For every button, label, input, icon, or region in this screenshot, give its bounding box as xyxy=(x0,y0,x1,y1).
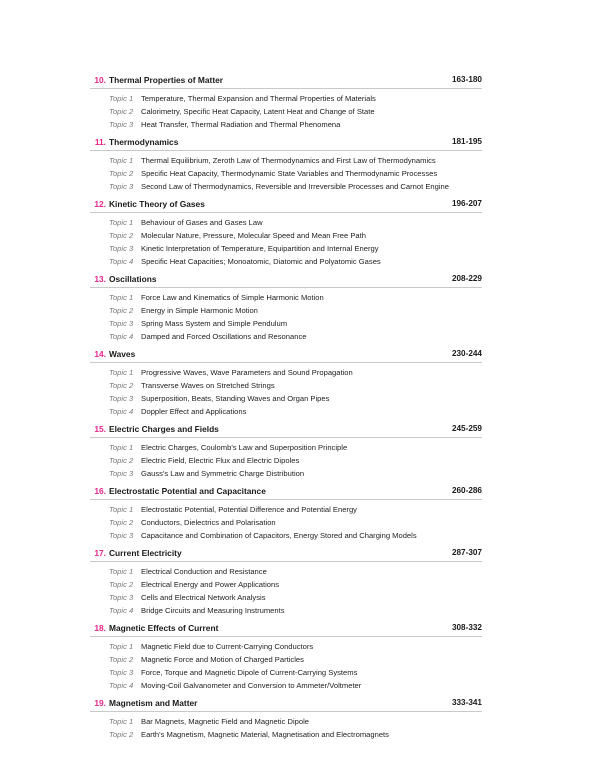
topic-row xyxy=(90,529,482,542)
chapter-page-range: 163-180 xyxy=(451,75,482,84)
topic-row xyxy=(90,105,482,118)
topic-row xyxy=(90,255,482,268)
chapter-heading xyxy=(90,272,482,288)
chapter-number: 14. xyxy=(94,349,106,359)
chapter-entry xyxy=(90,73,482,131)
topic-row xyxy=(90,366,482,379)
topic-row xyxy=(90,503,482,516)
chapter-page-range: 333-341 xyxy=(451,698,482,707)
topic-row xyxy=(90,118,482,131)
table-of-contents xyxy=(90,73,482,745)
chapter-heading xyxy=(90,347,482,363)
chapter-number: 18. xyxy=(94,623,106,633)
topic-label: Topic 3 xyxy=(109,319,134,328)
chapter-title: Waves xyxy=(109,349,136,359)
topic-title: Spring Mass System and Simple Pendulum xyxy=(141,319,288,328)
topic-label: Topic 1 xyxy=(109,567,134,576)
topic-label: Topic 3 xyxy=(109,244,134,253)
topic-title: Cells and Electrical Network Analysis xyxy=(141,593,266,602)
chapter-entry xyxy=(90,484,482,542)
topic-label: Topic 1 xyxy=(109,368,134,377)
chapter-page-range: 181-195 xyxy=(451,137,482,146)
topic-row xyxy=(90,405,482,418)
chapter-title: Magnetic Effects of Current xyxy=(109,623,219,633)
chapter-heading xyxy=(90,73,482,89)
chapter-number: 11. xyxy=(94,137,106,147)
topic-row xyxy=(90,653,482,666)
topic-label: Topic 1 xyxy=(109,293,134,302)
topic-title: Bar Magnets, Magnetic Field and Magnetic Dipole xyxy=(141,717,309,726)
topic-row xyxy=(90,441,482,454)
chapter-heading xyxy=(90,422,482,438)
topic-label: Topic 2 xyxy=(109,231,134,240)
topic-row xyxy=(90,728,482,741)
topic-title: Electric Field, Electric Flux and Electric Dipoles xyxy=(141,456,300,465)
topic-title: Gauss's Law and Symmetric Charge Distribution xyxy=(141,469,305,478)
chapter-title: Thermal Properties of Matter xyxy=(109,75,224,85)
topic-title: Electrical Conduction and Resistance xyxy=(141,567,267,576)
topic-title: Specific Heat Capacities; Monoatomic, Diatomic and Polyatomic Gases xyxy=(141,257,381,266)
topic-row xyxy=(90,330,482,343)
chapter-number: 19. xyxy=(94,698,106,708)
topic-row xyxy=(90,565,482,578)
chapter-page-range: 308-332 xyxy=(451,623,482,632)
topic-label: Topic 2 xyxy=(109,107,134,116)
chapter-title: Thermodynamics xyxy=(109,137,179,147)
chapter-page-range: 208-229 xyxy=(451,274,482,283)
topic-title: Moving-Coil Galvanometer and Conversion to Ammeter/Voltmeter xyxy=(141,681,362,690)
topic-row xyxy=(90,516,482,529)
topic-title: Damped and Forced Oscillations and Resonance xyxy=(141,332,307,341)
topic-title: Calorimetry, Specific Heat Capacity, Latent Heat and Change of State xyxy=(141,107,375,116)
topic-row xyxy=(90,167,482,180)
chapter-entry xyxy=(90,621,482,692)
topic-row xyxy=(90,304,482,317)
topic-title: Transverse Waves on Stretched Strings xyxy=(141,381,275,390)
chapter-heading xyxy=(90,621,482,637)
topic-label: Topic 2 xyxy=(109,306,134,315)
topic-row xyxy=(90,229,482,242)
topic-row xyxy=(90,92,482,105)
topic-title: Second Law of Thermodynamics, Reversible and Irreversible Processes and Carnot Engine xyxy=(141,182,449,191)
topic-label: Topic 4 xyxy=(109,407,134,416)
chapter-entry xyxy=(90,197,482,268)
topic-row xyxy=(90,216,482,229)
topic-title: Electrostatic Potential, Potential Difference and Potential Energy xyxy=(141,505,357,514)
chapter-page-range: 230-244 xyxy=(451,349,482,358)
topic-row xyxy=(90,291,482,304)
chapter-page-range: 287-307 xyxy=(451,548,482,557)
topic-label: Topic 4 xyxy=(109,257,134,266)
topic-label: Topic 2 xyxy=(109,655,134,664)
chapter-heading xyxy=(90,197,482,213)
topic-row xyxy=(90,640,482,653)
topic-row xyxy=(90,578,482,591)
topic-label: Topic 3 xyxy=(109,394,134,403)
chapter-number: 16. xyxy=(94,486,106,496)
topic-title: Magnetic Force and Motion of Charged Particles xyxy=(141,655,304,664)
chapter-number: 17. xyxy=(94,548,106,558)
topic-label: Topic 2 xyxy=(109,730,134,739)
topic-label: Topic 4 xyxy=(109,606,134,615)
topic-label: Topic 1 xyxy=(109,505,134,514)
topic-row xyxy=(90,154,482,167)
topic-title: Force Law and Kinematics of Simple Harmonic Motion xyxy=(141,293,324,302)
topic-label: Topic 2 xyxy=(109,580,134,589)
topic-title: Molecular Nature, Pressure, Molecular Speed and Mean Free Path xyxy=(141,231,366,240)
topic-row xyxy=(90,591,482,604)
topic-label: Topic 3 xyxy=(109,469,134,478)
topic-label: Topic 1 xyxy=(109,443,134,452)
topic-title: Superposition, Beats, Standing Waves and Organ Pipes xyxy=(141,394,330,403)
topic-row xyxy=(90,715,482,728)
topic-label: Topic 1 xyxy=(109,156,134,165)
topic-row xyxy=(90,666,482,679)
chapter-entry xyxy=(90,422,482,480)
topic-label: Topic 2 xyxy=(109,381,134,390)
chapter-number: 15. xyxy=(94,424,106,434)
topic-row xyxy=(90,379,482,392)
topic-label: Topic 3 xyxy=(109,593,134,602)
topic-label: Topic 4 xyxy=(109,332,134,341)
topic-label: Topic 3 xyxy=(109,668,134,677)
chapter-heading xyxy=(90,135,482,151)
topic-row xyxy=(90,317,482,330)
topic-row xyxy=(90,467,482,480)
chapter-title: Oscillations xyxy=(109,274,157,284)
topic-title: Doppler Effect and Applications xyxy=(141,407,247,416)
chapter-number: 10. xyxy=(94,75,106,85)
topic-row xyxy=(90,180,482,193)
topic-title: Earth's Magnetism, Magnetic Material, Magnetisation and Electromagnets xyxy=(141,730,389,739)
chapter-page-range: 245-259 xyxy=(451,424,482,433)
chapter-entry xyxy=(90,272,482,343)
topic-title: Conductors, Dielectrics and Polarisation xyxy=(141,518,276,527)
topic-label: Topic 1 xyxy=(109,642,134,651)
topic-title: Electrical Energy and Power Applications xyxy=(141,580,280,589)
chapter-page-range: 260-286 xyxy=(451,486,482,495)
chapter-title: Electrostatic Potential and Capacitance xyxy=(109,486,266,496)
chapter-entry xyxy=(90,696,482,741)
chapter-page-range: 196-207 xyxy=(451,199,482,208)
topic-row xyxy=(90,242,482,255)
topic-label: Topic 1 xyxy=(109,94,134,103)
chapter-heading xyxy=(90,546,482,562)
chapter-number: 13. xyxy=(94,274,106,284)
topic-label: Topic 1 xyxy=(109,717,134,726)
topic-label: Topic 3 xyxy=(109,531,134,540)
topic-title: Bridge Circuits and Measuring Instruments xyxy=(141,606,285,615)
topic-label: Topic 3 xyxy=(109,120,134,129)
topic-title: Temperature, Thermal Expansion and Thermal Properties of Materials xyxy=(141,94,376,103)
topic-row xyxy=(90,392,482,405)
topic-title: Magnetic Field due to Current-Carrying Conductors xyxy=(141,642,314,651)
topic-title: Specific Heat Capacity, Thermodynamic State Variables and Thermodynamic Processes xyxy=(141,169,438,178)
topic-title: Force, Torque and Magnetic Dipole of Current-Carrying Systems xyxy=(141,668,358,677)
topic-row xyxy=(90,679,482,692)
chapter-entry xyxy=(90,135,482,193)
topic-label: Topic 3 xyxy=(109,182,134,191)
topic-title: Heat Transfer, Thermal Radiation and Thermal Phenomena xyxy=(141,120,341,129)
topic-title: Progressive Waves, Wave Parameters and Sound Propagation xyxy=(141,368,353,377)
topic-title: Energy in Simple Harmonic Motion xyxy=(141,306,258,315)
topic-title: Behaviour of Gases and Gases Law xyxy=(141,218,263,227)
chapter-entry xyxy=(90,347,482,418)
chapter-title: Electric Charges and Fields xyxy=(109,424,219,434)
chapter-heading xyxy=(90,484,482,500)
chapter-title: Current Electricity xyxy=(109,548,182,558)
topic-label: Topic 1 xyxy=(109,218,134,227)
topic-label: Topic 2 xyxy=(109,456,134,465)
topic-title: Kinetic Interpretation of Temperature, Equipartition and Internal Energy xyxy=(141,244,379,253)
topic-row xyxy=(90,454,482,467)
topic-label: Topic 2 xyxy=(109,518,134,527)
chapter-title: Magnetism and Matter xyxy=(109,698,198,708)
topic-title: Capacitance and Combination of Capacitors, Energy Stored and Charging Models xyxy=(141,531,417,540)
topic-label: Topic 4 xyxy=(109,681,134,690)
topic-title: Electric Charges, Coulomb's Law and Superposition Principle xyxy=(141,443,348,452)
chapter-title: Kinetic Theory of Gases xyxy=(109,199,205,209)
topic-row xyxy=(90,604,482,617)
topic-title: Thermal Equilibrium, Zeroth Law of Thermodynamics and First Law of Thermodynamics xyxy=(141,156,436,165)
chapter-entry xyxy=(90,546,482,617)
chapter-heading xyxy=(90,696,482,712)
chapter-number: 12. xyxy=(94,199,106,209)
topic-label: Topic 2 xyxy=(109,169,134,178)
